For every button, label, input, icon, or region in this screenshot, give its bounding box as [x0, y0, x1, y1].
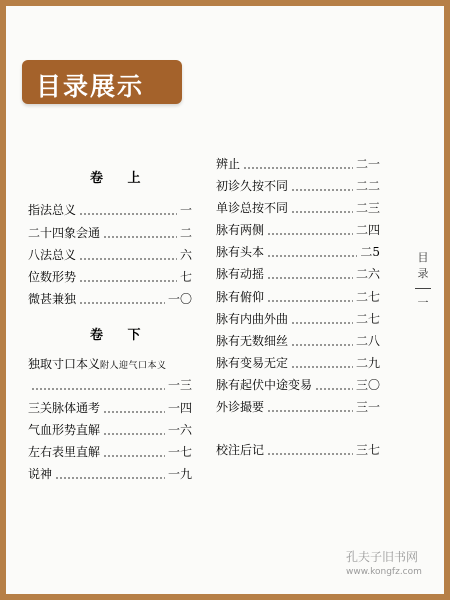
dot-leader	[291, 354, 353, 372]
toc-entry[interactable]	[28, 201, 192, 219]
watermark-url: www.kongfz.com	[346, 567, 422, 577]
toc-entry-title: 脉有头本	[216, 245, 265, 259]
banner-title: 目录展示	[36, 72, 145, 101]
toc-entry-page: 一	[179, 203, 192, 217]
toc-entry-title: 辨止	[216, 157, 241, 171]
toc-entry[interactable]	[28, 268, 192, 286]
toc-entry-page: 二一	[355, 157, 380, 171]
toc-entry-page: 二六	[355, 267, 380, 281]
dot-leader	[267, 441, 353, 459]
toc-entry-title: 脉有无数细丝	[216, 334, 289, 348]
dot-leader	[79, 268, 177, 286]
toc-entry-title: 校注后记	[216, 443, 265, 457]
dot-leader	[103, 443, 165, 461]
toc-entry-page: 一〇	[167, 292, 192, 306]
toc-entry-page: 二三	[355, 201, 380, 215]
dot-leader	[291, 177, 353, 195]
toc-entry-page: 一七	[167, 445, 192, 459]
volume-lower-heading: 卷 下	[90, 328, 151, 343]
toc-entry[interactable]	[216, 199, 380, 217]
toc-entry-title: 外诊撮要	[216, 400, 265, 414]
dot-leader	[267, 221, 353, 239]
toc-entry-note: 附人迎气口本义	[100, 361, 167, 371]
toc-entry-title: 指法总义	[28, 203, 77, 217]
toc-entry-page: 一三	[167, 378, 192, 392]
dot-leader	[267, 288, 353, 306]
toc-entry-main-title: 独取寸口本义	[28, 357, 101, 371]
toc-entry[interactable]	[216, 265, 380, 283]
toc-entry[interactable]	[28, 246, 192, 264]
toc-entry-title: 八法总义	[28, 248, 77, 262]
toc-entry[interactable]	[28, 399, 192, 417]
watermark	[346, 548, 422, 577]
toc-entry-page: 一四	[167, 401, 192, 415]
volume-upper-heading: 卷 上	[90, 171, 151, 186]
toc-entry-page: 三一	[355, 400, 380, 414]
dot-leader	[267, 243, 357, 261]
toc-entry-title	[28, 355, 167, 375]
toc-entry[interactable]	[216, 177, 380, 195]
toc-entry-page: 二5	[360, 245, 380, 259]
toc-entry-page: 二二	[355, 179, 380, 193]
toc-entry-page: 六	[179, 248, 192, 262]
toc-entry[interactable]	[216, 376, 380, 394]
toc-entry-page: 二四	[355, 223, 380, 237]
watermark-name: 孔夫子旧书网	[346, 550, 419, 564]
toc-entry-title: 三关脉体通考	[28, 401, 101, 415]
toc-entry[interactable]	[28, 290, 192, 308]
divider	[415, 288, 431, 289]
toc-entry[interactable]	[216, 288, 380, 306]
toc-entry-page: 二	[179, 226, 192, 240]
toc-entry-title: 说神	[28, 467, 53, 481]
dot-leader	[55, 465, 165, 483]
toc-entry-page: 二七	[355, 290, 380, 304]
toc-entry-page: 一六	[167, 423, 192, 437]
toc-entry-title: 左右表里直解	[28, 445, 101, 459]
toc-entry[interactable]	[28, 465, 192, 483]
dot-leader	[31, 376, 165, 394]
running-header	[413, 250, 433, 311]
dot-leader	[79, 201, 177, 219]
dot-leader	[291, 332, 353, 350]
toc-entry[interactable]	[28, 443, 192, 461]
dot-leader	[315, 376, 353, 394]
dot-leader	[267, 265, 353, 283]
toc-entry-page: 三七	[355, 443, 380, 457]
title-banner	[22, 60, 182, 104]
toc-entry[interactable]	[216, 398, 380, 416]
toc-entry-title: 微甚兼独	[28, 292, 77, 306]
toc-entry-title: 脉有内曲外曲	[216, 312, 289, 326]
toc-entry[interactable]	[28, 421, 192, 439]
dot-leader	[103, 399, 165, 417]
toc-entry[interactable]	[216, 310, 380, 328]
toc-entry-title: 位数形势	[28, 270, 77, 284]
toc-entry-page: 一九	[167, 467, 192, 481]
toc-entry-title: 二十四象会通	[28, 226, 101, 240]
toc-entry-page: 三〇	[355, 378, 380, 392]
dot-leader	[79, 290, 165, 308]
page-number: 一	[417, 296, 429, 309]
toc-entry-title: 脉有动摇	[216, 267, 265, 281]
dot-leader	[243, 155, 353, 173]
toc-entry[interactable]	[216, 332, 380, 350]
toc-entry-title: 脉有俯仰	[216, 290, 265, 304]
toc-entry-title: 初诊久按不同	[216, 179, 289, 193]
dot-leader	[103, 421, 165, 439]
toc-entry-page: 二八	[355, 334, 380, 348]
toc-entry[interactable]	[216, 441, 380, 459]
toc-entry-continuation	[28, 376, 192, 394]
dot-leader	[79, 246, 177, 264]
toc-entry[interactable]	[216, 155, 380, 173]
toc-entry[interactable]	[216, 243, 380, 261]
toc-entry[interactable]	[216, 354, 380, 372]
toc-entry-title: 脉有变易无定	[216, 356, 289, 370]
dot-leader	[103, 224, 177, 242]
toc-entry-page: 二九	[355, 356, 380, 370]
toc-entry-page: 二七	[355, 312, 380, 326]
toc-entry[interactable]	[28, 357, 192, 375]
toc-entry-title: 气血形势直解	[28, 423, 101, 437]
running-header-char: 录	[417, 267, 429, 280]
toc-entry-title: 脉有两侧	[216, 223, 265, 237]
toc-entry-title: 单诊总按不同	[216, 201, 289, 215]
toc-entry[interactable]	[28, 224, 192, 242]
dot-leader	[291, 310, 353, 328]
toc-entry-page: 七	[179, 270, 192, 284]
running-header-char: 目	[417, 251, 429, 264]
dot-leader	[291, 199, 353, 217]
toc-entry[interactable]	[216, 221, 380, 239]
toc-entry-title: 脉有起伏中途变易	[216, 378, 313, 392]
dot-leader	[267, 398, 353, 416]
